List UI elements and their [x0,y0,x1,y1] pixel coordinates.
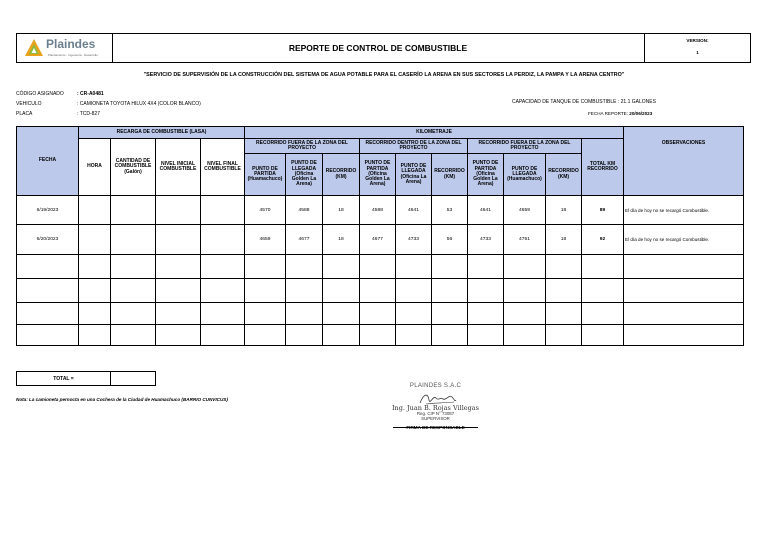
plaindes-logo-icon [25,39,43,56]
signature-caption: FIRMA DE RESPONSABLE [406,425,465,431]
cell-s1-llegada: 4588 [286,196,323,225]
cell-fecha: 6/20/2023 [17,225,79,255]
report-date-label: FECHA REPORTE: [588,111,628,116]
col-cantidad: CANTIDAD DE COMBUSTIBLE (Galón) [111,139,156,196]
sub-dentro: RECORRIDO DENTRO DE LA ZONA DEL PROYECTO [360,139,468,154]
s3-partida: PUNTO DE PARTIDA (Oficina Golden La Arena) [468,154,504,196]
cell-observaciones: El día de hoy no se recargó Combustible. [624,196,744,225]
total-label: TOTAL = [17,372,111,385]
cell-s3-llegada: 4659 [504,196,546,225]
version-box [645,34,750,62]
group-recarga: RECARGA DE COMBUSTIBLE (LASA) [79,127,245,139]
cell-nivel-final [201,196,245,225]
cell-s2-partida: 4588 [360,196,396,225]
table-row [17,225,744,255]
version-label: VERSION: [686,38,709,43]
s1-llegada: PUNTO DE LLEGADA (Oficina Golden La Arena) [286,154,323,196]
cell-cantidad [111,225,156,255]
cell-total-km: 89 [582,196,624,225]
company-logo [17,34,113,62]
cell-s2-recorrido: 56 [432,225,468,255]
cell-total-km: 92 [582,225,624,255]
cell-s2-partida: 4677 [360,225,396,255]
signature-company: PLAINDES S.A.C [409,383,462,389]
empty-row [17,303,744,325]
cell-observaciones: El día de hoy no se recargó Combustible. [624,225,744,255]
footnote: Nota: La camioneta pernocta en una Cochera de la Ciudad de Huamachuco (BARRIO CUNVICUS) [16,397,228,402]
s1-recorrido: RECORRIDO (KM) [323,154,360,196]
version-value: 1 [696,50,699,55]
placa-label: PLACA [16,111,33,117]
placa-value: : TCD-827 [77,111,100,117]
col-nivel-inicial: NIVEL INICIAL COMBUSTIBLE [156,139,201,196]
logo-name: Plaindes [46,37,96,51]
cell-s1-recorrido: 18 [323,225,360,255]
col-observaciones: OBSERVACIONES [624,127,744,196]
col-hora: HORA [79,139,111,196]
s1-partida: PUNTO DE PARTIDA (Huamachuco) [245,154,286,196]
fuel-control-table [16,126,744,346]
codigo-value: : CR-A0481 [77,91,104,97]
col-nivel-final: NIVEL FINAL COMBUSTIBLE [201,139,245,196]
group-kilometraje: KILOMETRAJE [245,127,624,139]
signature-role: SUPERVISOR [421,415,450,421]
sub-fuera-vuelta: RECORRIDO FUERA DE LA ZONA DEL PROYECTO [468,139,582,154]
cell-s3-partida: 4641 [468,196,504,225]
report-header [16,33,751,63]
report-date-value: 20/06/2023 [629,111,653,116]
cell-fecha: 6/19/2023 [17,196,79,225]
s2-recorrido: RECORRIDO (KM) [432,154,468,196]
cell-nivel-final [201,225,245,255]
vehiculo-label: VEHICULO [16,101,42,107]
cell-s2-llegada: 4733 [396,225,432,255]
cell-s2-recorrido: 53 [432,196,468,225]
cell-nivel-inicial [156,225,201,255]
col-total-km: TOTAL KM RECORRIDO [582,139,624,196]
cell-s3-recorrido: 18 [546,196,582,225]
signature-name: Ing. Juan B. Rojas Villegas [391,404,479,412]
cell-s3-recorrido: 18 [546,225,582,255]
handwritten-signature [418,391,458,407]
codigo-label: CÓDIGO ASIGNADO [16,91,64,97]
sub-fuera-ida: RECORRIDO FUERA DE LA ZONA DEL PROYECTO [245,139,360,154]
cell-s1-partida: 4570 [245,196,286,225]
s3-recorrido: RECORRIDO (KM) [546,154,582,196]
empty-row [17,279,744,303]
empty-row [17,255,744,279]
signature-line [393,427,478,428]
cell-hora [79,196,111,225]
cell-s1-recorrido: 18 [323,196,360,225]
s2-llegada: PUNTO DE LLEGADA (Oficina La Arena) [396,154,432,196]
signature-reg: Reg. CIP N° 73087 [416,411,455,416]
total-box [16,371,156,386]
cell-nivel-inicial [156,196,201,225]
cell-s2-llegada: 4641 [396,196,432,225]
signature-block [388,383,483,430]
cell-s3-llegada: 4751 [504,225,546,255]
tank-capacity: CAPACIDAD DE TANQUE DE COMBUSTIBLE : 21.1 GALONES [512,99,656,105]
col-fecha: FECHA [17,127,79,196]
cell-hora [79,225,111,255]
logo-tagline: Plantamiento · Ingeniería · Desarrollo [48,53,98,57]
cell-s1-partida: 4659 [245,225,286,255]
report-date [588,111,652,116]
cell-s3-partida: 4733 [468,225,504,255]
empty-row [17,325,744,346]
vehiculo-value: : CAMIONETA TOYOTA HILUX 4X4 (COLOR BLANCO) [77,101,201,107]
service-title: "SERVICIO DE SUPERVISIÓN DE LA CONSTRUCCIÓN DEL SISTEMA DE AGUA POTABLE PARA EL CASERÍO LA ARENA EN SUS SECTORES LA PERDIZ, LA PAMPA Y LA ARENA CENTRO" [143,72,625,78]
s3-llegada: PUNTO DE LLEGADA (Huamachuco) [504,154,546,196]
cell-cantidad [111,196,156,225]
cell-s1-llegada: 4677 [286,225,323,255]
report-title: REPORTE DE CONTROL DE COMBUSTIBLE [112,34,645,62]
table-row [17,196,744,225]
s2-partida: PUNTO DE PARTIDA (Oficina Golden La Arena) [360,154,396,196]
